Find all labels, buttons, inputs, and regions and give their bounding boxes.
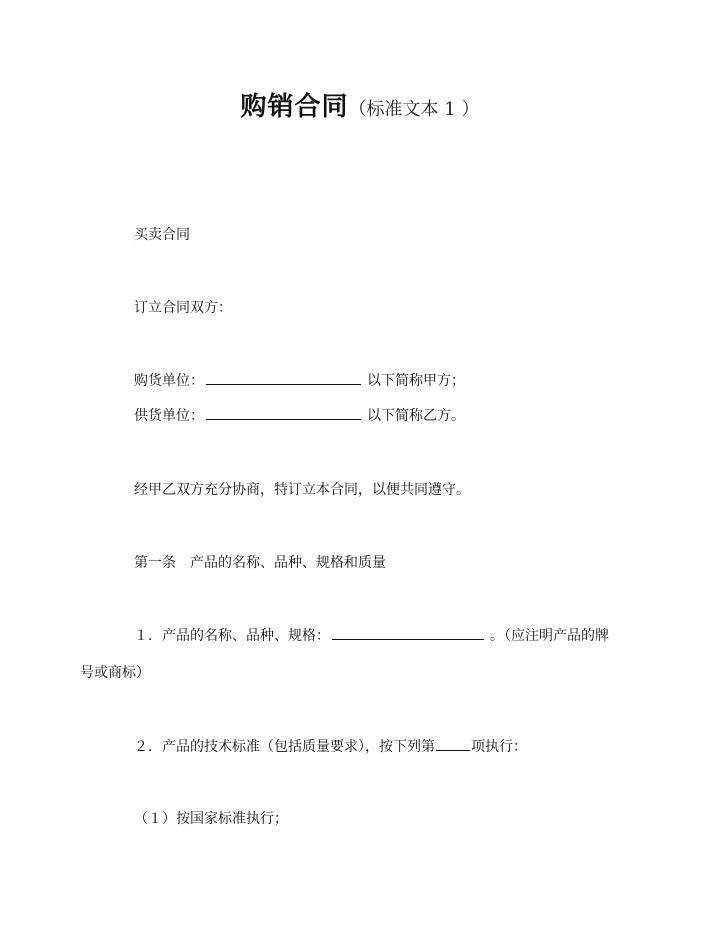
buyer-suffix: 以下简称甲方； (367, 373, 465, 389)
seller-label: 供货单位： (134, 408, 204, 424)
article-1-heading: 第一条 产品的名称、品种、规格和质量 (134, 555, 386, 571)
item-1-suffix: 。（应注明产品的牌 (490, 628, 609, 644)
item-2-prefix: ２．产品的技术标准（包括质量要求），按下列第 (134, 739, 435, 755)
seller-line (134, 407, 465, 425)
seller-blank-field[interactable] (206, 407, 361, 420)
paragraph-sale-contract: 买卖合同 (134, 227, 190, 243)
item-1-line (134, 627, 609, 645)
document-title (0, 86, 720, 123)
title-subtitle: （标准文本 1 ） (348, 99, 480, 120)
paragraph-parties: 订立合同双方： (134, 300, 232, 316)
item-number-blank-field[interactable] (436, 738, 470, 751)
buyer-label: 购货单位： (134, 373, 204, 389)
item-2-line (134, 738, 527, 756)
buyer-line (134, 372, 465, 390)
product-name-blank-field[interactable] (332, 627, 484, 640)
sub-item-1: （１）按国家标准执行； (134, 811, 288, 827)
seller-suffix: 以下简称乙方。 (367, 408, 465, 424)
item-1-continuation: 号或商标） (80, 665, 150, 681)
buyer-blank-field[interactable] (206, 372, 361, 385)
item-1-prefix: １．产品的名称、品种、规格： (134, 628, 330, 644)
item-2-suffix: 项执行： (471, 739, 527, 755)
title-main: 购销合同 (240, 92, 349, 122)
paragraph-agreement: 经甲乙双方充分协商，特订立本合同，以便共同遵守。 (134, 482, 470, 498)
